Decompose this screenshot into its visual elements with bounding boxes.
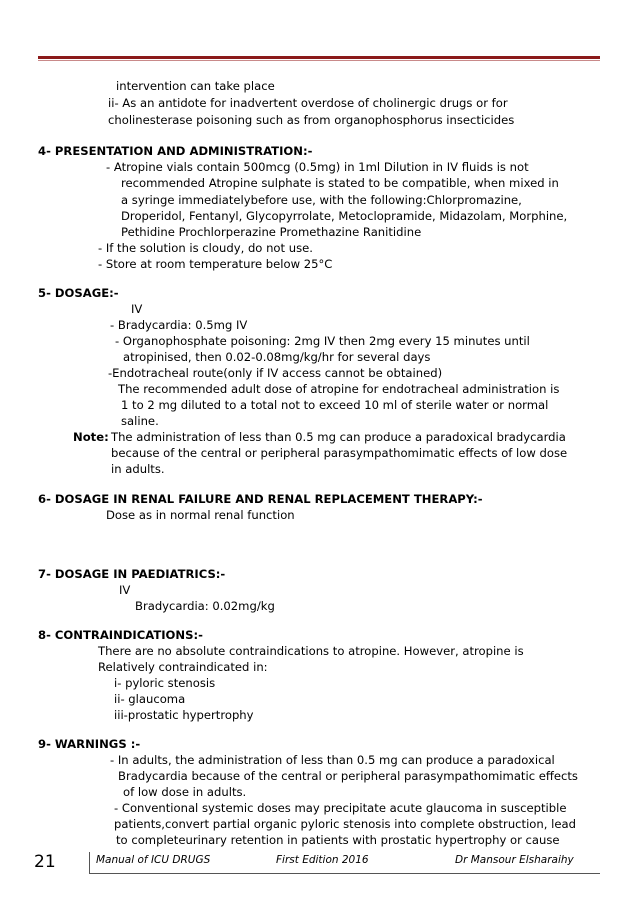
body-line: of low dose in adults.	[123, 785, 247, 799]
body-line: -Endotracheal route(only if IV access cannot be obtained)	[108, 366, 443, 380]
body-line: because of the central or peripheral parasympathomimatic effects of low dose	[111, 446, 568, 460]
section-heading-presentation: 4- PRESENTATION AND ADMINISTRATION:-	[38, 144, 313, 158]
body-line: cholinesterase poisoning such as from organophosphorus insecticides	[108, 113, 515, 127]
footer-edition: First Edition 2016	[276, 854, 369, 866]
body-line: Pethidine Prochlorperazine Promethazine Ranitidine	[121, 225, 422, 239]
body-line: Dose as in normal renal function	[106, 508, 295, 522]
body-line: IV	[131, 302, 143, 316]
body-line: 1 to 2 mg diluted to a total not to exceed 10 ml of sterile water or normal	[121, 398, 549, 412]
body-line: in adults.	[111, 462, 165, 476]
body-line: - If the solution is cloudy, do not use.	[98, 241, 313, 255]
body-line: ii- glaucoma	[114, 692, 186, 706]
body-line: patients,convert partial organic pyloric stenosis into complete obstruction, lead	[114, 817, 576, 831]
body-line: - Organophosphate poisoning: 2mg IV then 2mg every 15 minutes until	[115, 334, 530, 348]
body-line: to completeurinary retention in patients with prostatic hypertrophy or cause	[116, 833, 560, 847]
header-rule	[38, 56, 600, 59]
body-line: - In adults, the administration of less than 0.5 mg can produce a paradoxical	[110, 753, 555, 767]
section-heading-dosage: 5- DOSAGE:-	[38, 286, 119, 300]
body-line: The administration of less than 0.5 mg can produce a paradoxical bradycardia	[111, 430, 566, 444]
note-label: Note:	[73, 430, 109, 444]
section-heading-contraindications: 8- CONTRAINDICATIONS:-	[38, 628, 203, 642]
body-line: intervention can take place	[116, 79, 275, 93]
page-number: 21	[34, 852, 56, 872]
body-line: Bradycardia because of the central or peripheral parasympathomimatic effects	[118, 769, 578, 783]
body-line: Bradycardia: 0.02mg/kg	[135, 599, 275, 613]
body-line: IV	[119, 583, 131, 597]
footer-rule	[89, 873, 600, 874]
body-line: saline.	[121, 414, 159, 428]
section-heading-paediatrics: 7- DOSAGE IN PAEDIATRICS:-	[38, 567, 226, 581]
body-line: - Conventional systemic doses may precipitate acute glaucoma in susceptible	[114, 801, 567, 815]
section-heading-warnings: 9- WARNINGS :-	[38, 737, 141, 751]
footer-divider	[89, 852, 90, 874]
body-line: There are no absolute contraindications to atropine. However, atropine is	[98, 644, 524, 658]
body-line: - Bradycardia: 0.5mg IV	[110, 318, 248, 332]
body-line: iii-prostatic hypertrophy	[114, 708, 254, 722]
body-line: i- pyloric stenosis	[114, 676, 216, 690]
body-line: ii- As an antidote for inadvertent overdose of cholinergic drugs or for	[108, 96, 508, 110]
body-line: atropinised, then 0.02-0.08mg/kg/hr for several days	[123, 350, 431, 364]
body-line: - Store at room temperature below 25°C	[98, 257, 333, 271]
body-line: Droperidol, Fentanyl, Glycopyrrolate, Metoclopramide, Midazolam, Morphine,	[121, 209, 568, 223]
body-line: - Atropine vials contain 500mcg (0.5mg) in 1ml Dilution in IV fluids is not	[106, 160, 529, 174]
body-line: The recommended adult dose of atropine for endotracheal administration is	[118, 382, 560, 396]
footer-author: Dr Mansour Elsharaihy	[455, 854, 574, 866]
section-heading-renal: 6- DOSAGE IN RENAL FAILURE AND RENAL REPLACEMENT THERAPY:-	[38, 492, 483, 506]
body-line: a syringe immediatelybefore use, with the following:Chlorpromazine,	[121, 193, 522, 207]
body-line: Relatively contraindicated in:	[98, 660, 268, 674]
footer-book-title: Manual of ICU DRUGS	[96, 854, 211, 866]
body-line: recommended Atropine sulphate is stated to be compatible, when mixed in	[121, 176, 559, 190]
header-rule-thin	[38, 60, 600, 61]
